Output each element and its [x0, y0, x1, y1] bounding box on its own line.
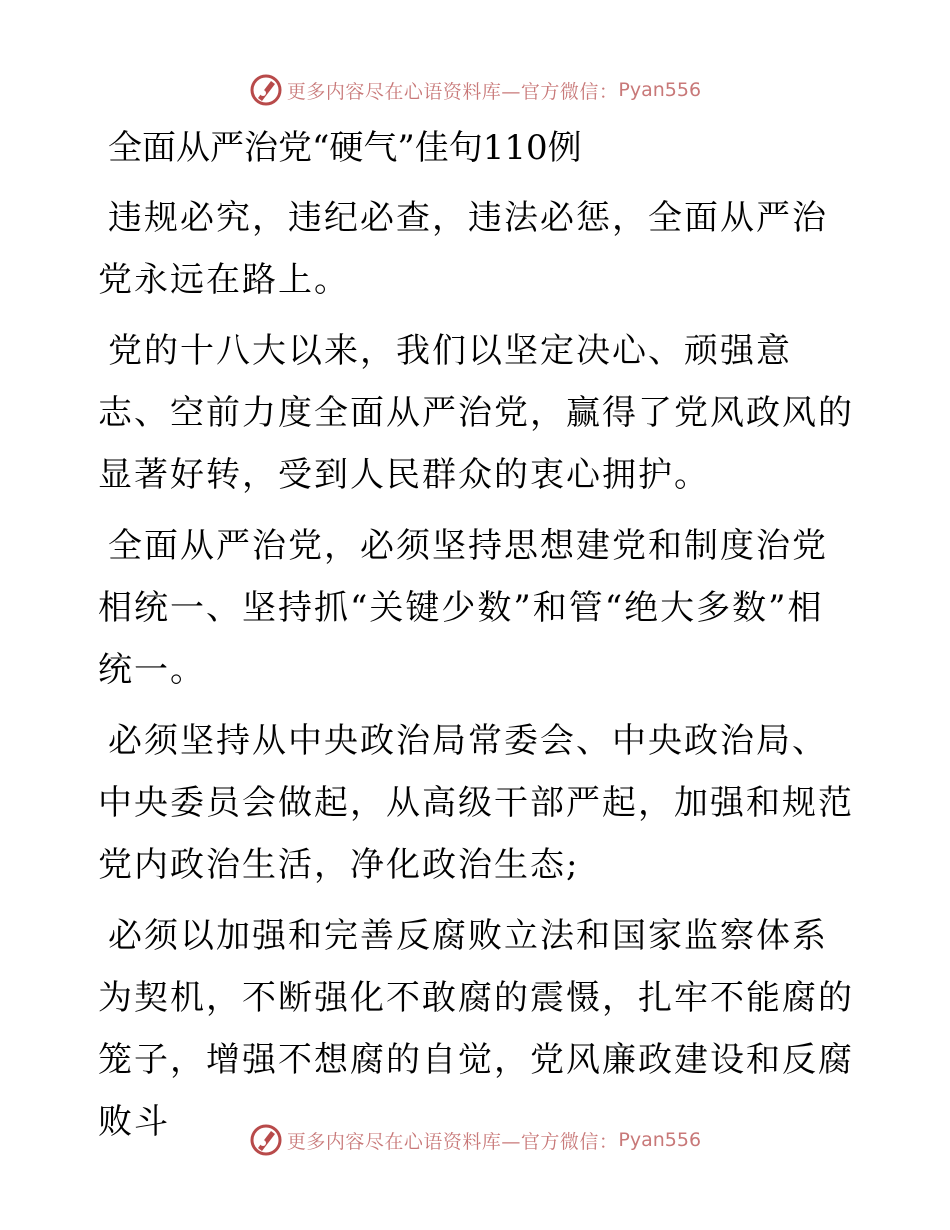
paragraph: 必须以加强和完善反腐败立法和国家监察体系为契机，不断强化不敢腐的震慑，扎牢不能腐的笼子，增强不想腐的自觉，党风廉政建设和反腐败斗 [98, 916, 854, 1142]
footer-watermark [0, 1120, 950, 1160]
watermark-text: 更多内容尽在心语资料库—官方微信： [286, 1130, 619, 1153]
paragraph: 违规必究，违纪必查，违法必惩，全面从严治党永远在路上。 [98, 198, 828, 300]
paragraph: 必须坚持从中央政治局常委会、中央政治局、中央委员会做起，从高级干部严起，加强和规范党内政治生活，净化政治生态; [98, 721, 854, 885]
document-body [98, 118, 858, 1153]
paragraph: 全面从严治党，必须坚持思想建党和制度治党相统一、坚持抓“关键少数”和管“绝大多数”相统一。 [98, 526, 828, 690]
document-title: 全面从严治党“硬气”佳句110例 [108, 128, 582, 168]
watermark-account: Pyan556 [618, 79, 702, 101]
paragraph: 党的十八大以来，我们以坚定决心、顽强意志、空前力度全面从严治党，赢得了党风政风的显著好转，受到人民群众的衷心拥护。 [98, 331, 854, 495]
header-watermark [0, 70, 950, 110]
pen-logo-icon [249, 1123, 283, 1157]
pen-logo-icon [249, 73, 283, 107]
watermark-text: 更多内容尽在心语资料库—官方微信： [286, 80, 619, 103]
watermark-account: Pyan556 [618, 1129, 702, 1151]
